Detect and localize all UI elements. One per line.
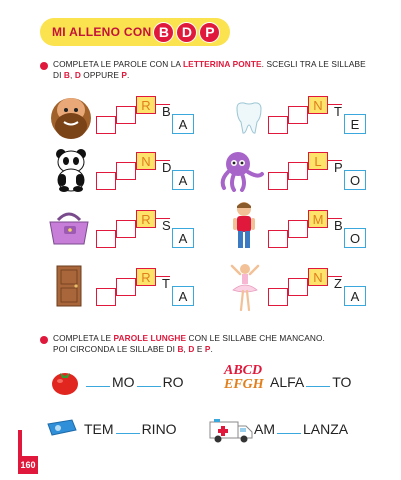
bridge-letter-box: M — [308, 210, 328, 228]
ambulance-icon — [208, 416, 254, 444]
bridge-exercise-item — [268, 266, 378, 310]
word-part: RO — [162, 374, 184, 390]
bridge-letter-box: R — [136, 210, 156, 228]
end-letter-box: A — [172, 170, 194, 190]
bridge-exercise-item — [96, 150, 206, 194]
instr1-highlight: LETTERINA PONTE — [183, 59, 262, 69]
bridge-letter-box: N — [308, 268, 328, 286]
end-letter-box: A — [172, 114, 194, 134]
instr1-text: . SCEGLI TRA LE SILLABE — [261, 59, 366, 69]
bridge-connector — [156, 218, 170, 219]
instr1-text: OPPURE — [80, 70, 122, 80]
answer-box[interactable] — [116, 106, 136, 124]
blank-line[interactable] — [277, 423, 301, 434]
instr1-text: , — [70, 70, 75, 80]
end-letter-box: O — [344, 228, 366, 248]
bridge-letter-box: L — [308, 152, 328, 170]
letter-circle-p: P — [199, 22, 220, 43]
answer-box[interactable] — [116, 278, 136, 296]
end-letter: D — [162, 160, 172, 175]
answer-box[interactable] — [268, 172, 288, 190]
alphabet-art-line-1: ABCD — [224, 363, 263, 378]
page-edge-bar — [18, 430, 22, 458]
tomato-icon — [50, 368, 80, 396]
end-letter-box: A — [172, 228, 194, 248]
word-part: RINO — [141, 421, 177, 437]
alphabet-letters-icon — [224, 364, 268, 392]
answer-box[interactable] — [288, 162, 308, 180]
word-row-tomato — [84, 374, 184, 390]
end-letter-box: A — [172, 286, 194, 306]
word-row-temperino — [84, 421, 177, 437]
purse-icon — [46, 208, 92, 248]
tooth-icon — [232, 100, 266, 136]
instr1-highlight: P — [121, 70, 127, 80]
answer-box[interactable] — [268, 288, 288, 306]
bridge-connector — [328, 218, 342, 219]
answer-box[interactable] — [288, 220, 308, 238]
alphabet-art-line-2: EFGH — [224, 377, 264, 392]
bridge-exercise-item — [96, 94, 206, 138]
answer-box[interactable] — [96, 172, 116, 190]
page-number: 160 — [18, 456, 38, 474]
instr1-highlight: B — [63, 70, 70, 80]
bridge-exercise-item — [268, 208, 378, 252]
bridge-connector — [156, 276, 170, 277]
word-row-alfabeto — [270, 374, 351, 390]
answer-box[interactable] — [268, 116, 288, 134]
end-letter-box: E — [344, 114, 366, 134]
instr2-highlight: PAROLE LUNGHE — [113, 333, 187, 343]
word-row-ambulanza — [254, 421, 348, 437]
bridge-connector — [156, 104, 170, 105]
bridge-exercise-item — [268, 150, 378, 194]
bridge-exercise-item — [268, 94, 378, 138]
end-letter: S — [162, 218, 171, 233]
word-part: TEM — [84, 421, 114, 437]
end-letter: T — [334, 104, 342, 119]
letter-circle-d: D — [176, 22, 197, 43]
bridge-exercise-item — [96, 266, 206, 310]
dancer-icon — [228, 262, 262, 312]
title-banner — [40, 18, 230, 46]
word-part: ALFA — [270, 374, 305, 390]
pencil-sharpener-icon — [46, 418, 78, 438]
instr2-text: . — [210, 344, 213, 354]
instr1-highlight: D — [74, 70, 81, 80]
octopus-icon — [216, 150, 266, 192]
word-part: LANZA — [303, 421, 349, 437]
answer-box[interactable] — [96, 288, 116, 306]
end-letter: B — [334, 218, 343, 233]
bridge-connector — [328, 104, 342, 105]
end-letter-box: O — [344, 170, 366, 190]
end-letter-box: A — [344, 286, 366, 306]
blank-line[interactable] — [306, 376, 330, 387]
bullet-exercise-1 — [40, 62, 48, 70]
instr2-highlight: D — [188, 344, 195, 354]
instr2-text: CON LE SILLABE CHE MANCANO. — [186, 333, 325, 343]
word-part: AM — [254, 421, 275, 437]
end-letter: P — [334, 160, 343, 175]
bridge-exercise-item — [96, 208, 206, 252]
end-letter: B — [162, 104, 171, 119]
blank-line[interactable] — [137, 376, 161, 387]
answer-box[interactable] — [268, 230, 288, 248]
instr2-highlight: P — [204, 344, 211, 354]
bridge-connector — [328, 160, 342, 161]
bridge-letter-box: N — [136, 152, 156, 170]
exercise-2-instructions — [53, 333, 383, 355]
answer-box[interactable] — [116, 220, 136, 238]
blank-line[interactable] — [116, 423, 140, 434]
word-part: TO — [332, 374, 352, 390]
bridge-letter-box: R — [136, 96, 156, 114]
banner-title: MI ALLENO CON — [52, 25, 152, 39]
bridge-letter-box: N — [308, 96, 328, 114]
instr2-text: POI CIRCONDA LE SILLABE DI — [53, 344, 178, 354]
answer-box[interactable] — [116, 162, 136, 180]
bridge-letter-box: R — [136, 268, 156, 286]
instr1-text: DI — [53, 70, 64, 80]
instr2-text: E — [194, 344, 205, 354]
exercise-1-instructions — [53, 59, 383, 81]
word-part: MO — [112, 374, 135, 390]
boy-icon — [232, 200, 256, 252]
answer-box[interactable] — [288, 278, 308, 296]
answer-box[interactable] — [96, 116, 116, 134]
bridge-connector — [156, 160, 170, 161]
instr2-text: , — [183, 344, 189, 354]
bridge-connector — [328, 276, 342, 277]
answer-box[interactable] — [288, 106, 308, 124]
panda-icon — [52, 148, 90, 192]
bullet-exercise-2 — [40, 336, 48, 344]
instr1-text: COMPLETA LE PAROLE CON LA — [53, 59, 184, 69]
bearded-man-icon — [48, 96, 94, 140]
instr2-highlight: B — [177, 344, 184, 354]
answer-box[interactable] — [96, 230, 116, 248]
blank-line[interactable] — [86, 376, 110, 387]
letter-circle-b: B — [153, 22, 174, 43]
door-icon — [55, 264, 83, 308]
end-letter: T — [162, 276, 170, 291]
instr1-text: . — [127, 70, 130, 80]
end-letter: Z — [334, 276, 342, 291]
instr2-text: COMPLETA LE — [53, 333, 114, 343]
